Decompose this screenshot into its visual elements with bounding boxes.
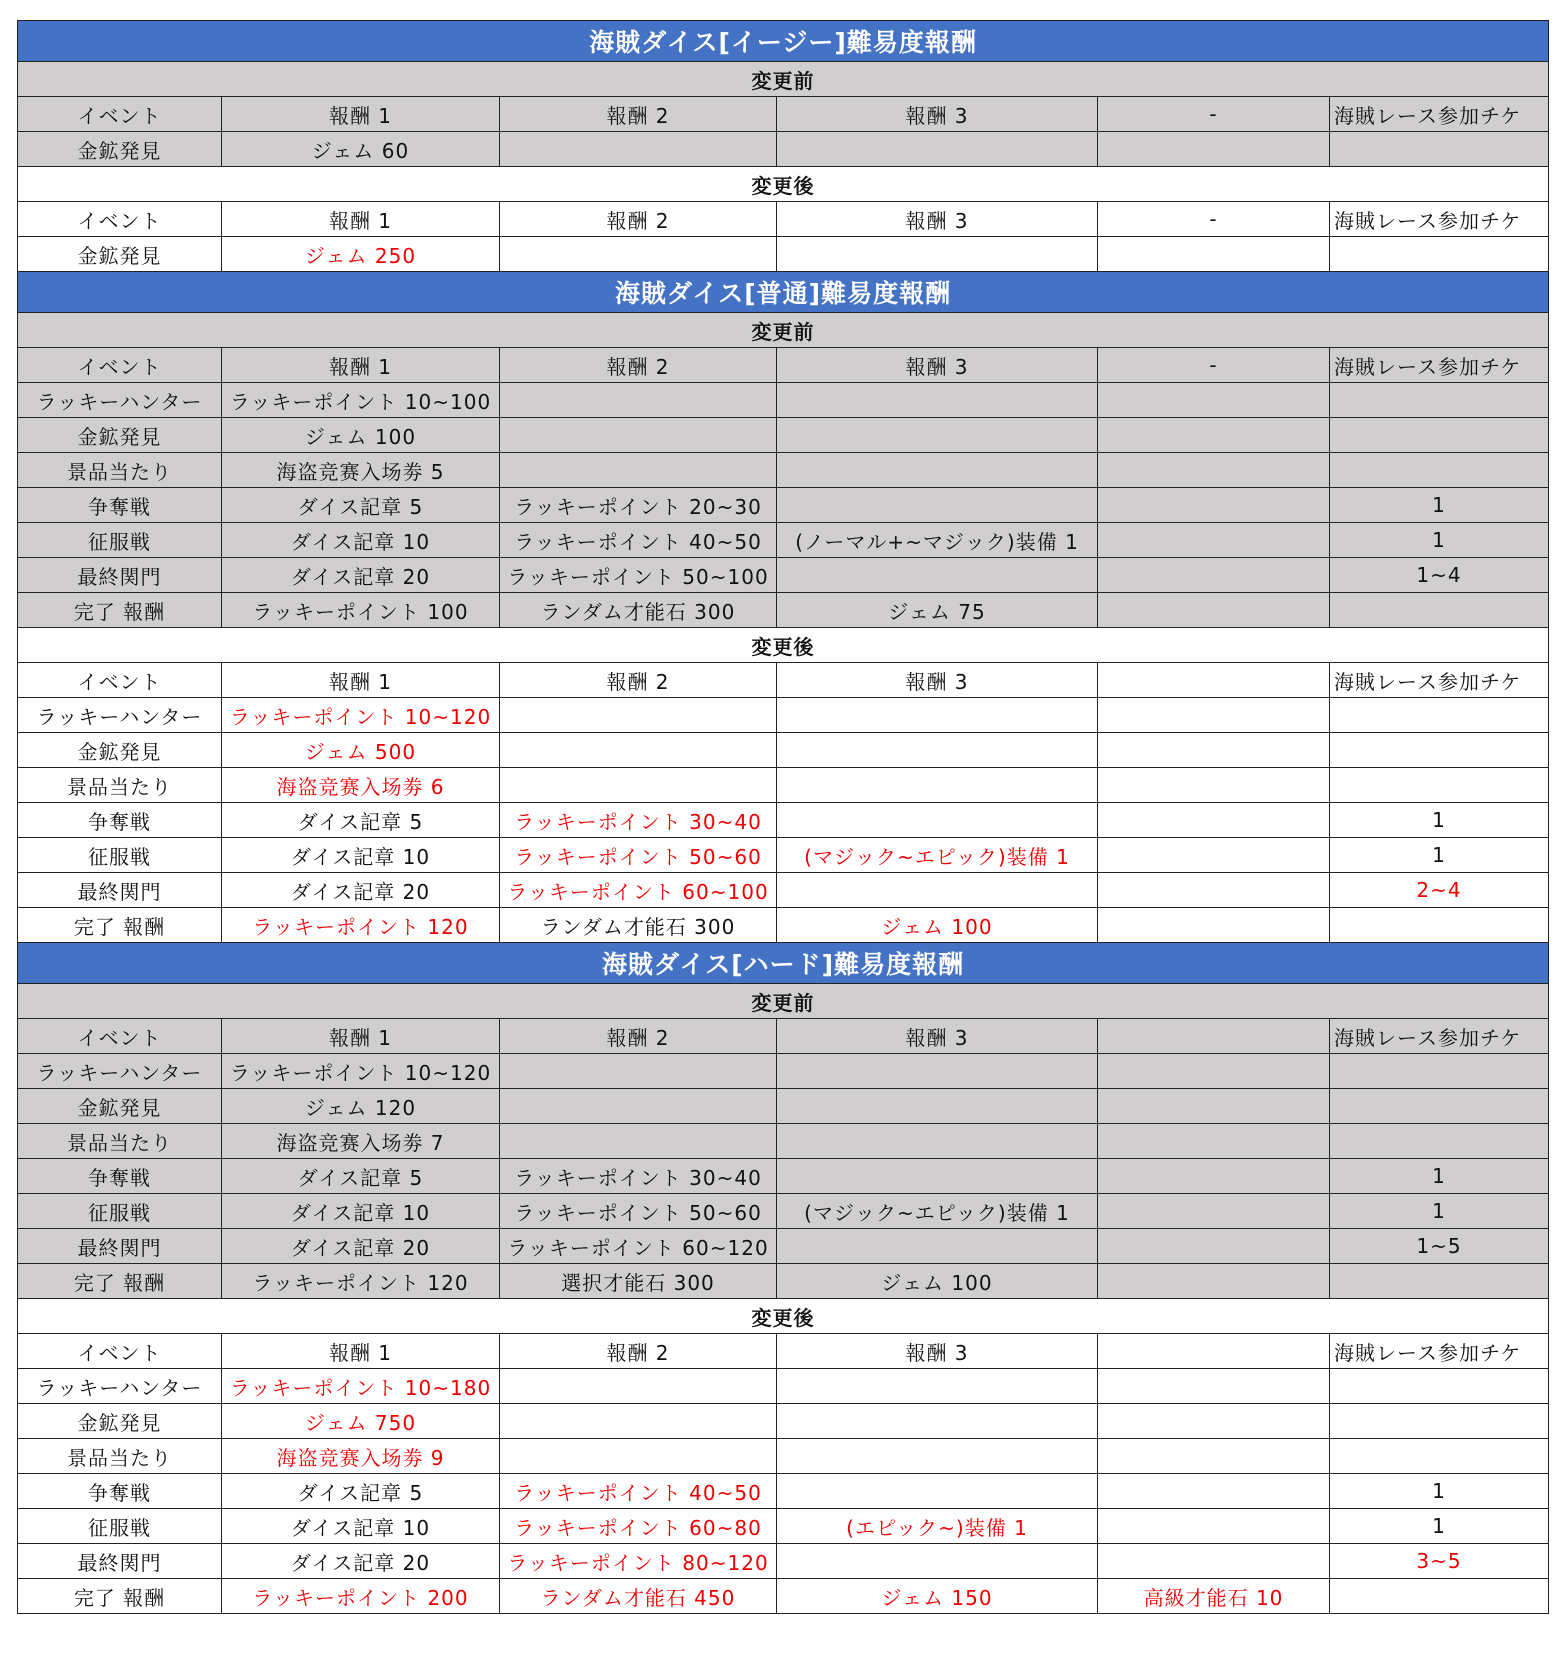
header-reward3: 報酬 3: [777, 202, 1098, 237]
reward1-cell: ダイス記章 20: [222, 1229, 500, 1264]
event-cell: 金鉱発見: [18, 733, 222, 768]
reward3-cell: ジェム 150: [777, 1579, 1098, 1614]
reward3-cell: [777, 1369, 1098, 1404]
ticket-cell: 2~4: [1330, 873, 1549, 908]
reward2-cell: [500, 1439, 777, 1474]
header-dash: [1098, 1019, 1330, 1054]
event-cell: 征服戦: [18, 1194, 222, 1229]
reward2-cell: [500, 1089, 777, 1124]
section-title: 海賊ダイス[ハード]難易度報酬: [18, 943, 1549, 984]
reward4-cell: [1098, 1229, 1330, 1264]
reward1-cell: ラッキーポイント 120: [222, 908, 500, 943]
event-cell: 最終関門: [18, 873, 222, 908]
table-row: [18, 803, 1549, 838]
reward4-cell: [1098, 1124, 1330, 1159]
event-cell: 最終関門: [18, 1544, 222, 1579]
reward2-cell: ラッキーポイント 50~100: [500, 558, 777, 593]
reward2-cell: 選択才能石 300: [500, 1264, 777, 1299]
table-row: [18, 873, 1549, 908]
table-row: [18, 1124, 1549, 1159]
reward1-cell: ジェム 250: [222, 237, 500, 272]
table-row: [18, 523, 1549, 558]
table-row: [18, 838, 1549, 873]
ticket-cell: [1330, 1404, 1549, 1439]
section-title-row: [18, 943, 1549, 984]
header-ticket: 海賊レース参加チケ: [1330, 663, 1549, 698]
ticket-cell: [1330, 733, 1549, 768]
reward2-cell: [500, 237, 777, 272]
reward2-cell: ラッキーポイント 60~80: [500, 1509, 777, 1544]
reward2-cell: [500, 132, 777, 167]
event-cell: 完了 報酬: [18, 1579, 222, 1614]
event-cell: 征服戦: [18, 1509, 222, 1544]
header-event: イベント: [18, 202, 222, 237]
header-ticket: 海賊レース参加チケ: [1330, 97, 1549, 132]
reward-table: [17, 20, 1549, 1614]
reward3-cell: ジェム 100: [777, 908, 1098, 943]
before-label-row: [18, 313, 1549, 348]
reward1-cell: ラッキーポイント 10~120: [222, 1054, 500, 1089]
reward4-cell: [1098, 1054, 1330, 1089]
header-dash: -: [1098, 202, 1330, 237]
reward1-cell: ラッキーポイント 120: [222, 1264, 500, 1299]
reward2-cell: ラッキーポイント 60~120: [500, 1229, 777, 1264]
header-reward2: 報酬 2: [500, 1019, 777, 1054]
table-row: [18, 488, 1549, 523]
reward4-cell: [1098, 1264, 1330, 1299]
reward2-cell: ラッキーポイント 60~100: [500, 873, 777, 908]
event-cell: 完了 報酬: [18, 1264, 222, 1299]
reward3-cell: [777, 698, 1098, 733]
ticket-cell: 1: [1330, 523, 1549, 558]
header-reward3: 報酬 3: [777, 1334, 1098, 1369]
reward4-cell: [1098, 838, 1330, 873]
reward3-cell: [777, 383, 1098, 418]
table-row: [18, 558, 1549, 593]
reward2-cell: [500, 733, 777, 768]
reward4-cell: [1098, 1404, 1330, 1439]
reward3-cell: [777, 768, 1098, 803]
event-cell: 景品当たり: [18, 1439, 222, 1474]
reward1-cell: ダイス記章 10: [222, 1509, 500, 1544]
ticket-cell: 1: [1330, 1159, 1549, 1194]
header-ticket: 海賊レース参加チケ: [1330, 1334, 1549, 1369]
reward2-cell: ラッキーポイント 80~120: [500, 1544, 777, 1579]
reward3-cell: (マジック~エピック)装備 1: [777, 838, 1098, 873]
column-header-row: [18, 1019, 1549, 1054]
reward2-cell: [500, 453, 777, 488]
reward3-cell: [777, 1474, 1098, 1509]
reward3-cell: [777, 1544, 1098, 1579]
header-reward1: 報酬 1: [222, 348, 500, 383]
reward3-cell: [777, 1229, 1098, 1264]
section-title: 海賊ダイス[イージー]難易度報酬: [18, 21, 1549, 62]
reward2-cell: [500, 768, 777, 803]
reward1-cell: ジェム 120: [222, 1089, 500, 1124]
reward2-cell: ラッキーポイント 20~30: [500, 488, 777, 523]
header-reward1: 報酬 1: [222, 97, 500, 132]
before-label: 変更前: [18, 62, 1549, 97]
reward3-cell: [777, 1439, 1098, 1474]
ticket-cell: [1330, 1124, 1549, 1159]
event-cell: ラッキーハンター: [18, 1054, 222, 1089]
table-row: [18, 698, 1549, 733]
table-row: [18, 1194, 1549, 1229]
reward3-cell: [777, 1159, 1098, 1194]
reward4-cell: [1098, 698, 1330, 733]
reward2-cell: ラッキーポイント 50~60: [500, 838, 777, 873]
ticket-cell: [1330, 698, 1549, 733]
after-label: 変更後: [18, 628, 1549, 663]
reward1-cell: 海盗竞赛入场劵 9: [222, 1439, 500, 1474]
header-reward3: 報酬 3: [777, 348, 1098, 383]
reward4-cell: [1098, 803, 1330, 838]
reward1-cell: ラッキーポイント 200: [222, 1579, 500, 1614]
reward2-cell: ランダム才能石 450: [500, 1579, 777, 1614]
reward4-cell: [1098, 593, 1330, 628]
reward3-cell: [777, 1054, 1098, 1089]
ticket-cell: [1330, 1054, 1549, 1089]
before-label: 変更前: [18, 984, 1549, 1019]
column-header-row: [18, 1334, 1549, 1369]
ticket-cell: [1330, 1439, 1549, 1474]
ticket-cell: [1330, 237, 1549, 272]
header-reward1: 報酬 1: [222, 1019, 500, 1054]
header-reward1: 報酬 1: [222, 663, 500, 698]
section-title-row: [18, 21, 1549, 62]
event-cell: 争奪戦: [18, 1474, 222, 1509]
reward4-cell: [1098, 1089, 1330, 1124]
reward1-cell: ダイス記章 10: [222, 1194, 500, 1229]
reward2-cell: [500, 1369, 777, 1404]
event-cell: 争奪戦: [18, 803, 222, 838]
event-cell: 景品当たり: [18, 768, 222, 803]
reward4-cell: [1098, 523, 1330, 558]
event-cell: 征服戦: [18, 523, 222, 558]
reward1-cell: ダイス記章 20: [222, 1544, 500, 1579]
reward3-cell: [777, 1404, 1098, 1439]
reward4-cell: [1098, 768, 1330, 803]
event-cell: 争奪戦: [18, 1159, 222, 1194]
reward3-cell: [777, 1089, 1098, 1124]
reward4-cell: [1098, 1439, 1330, 1474]
event-cell: 最終関門: [18, 1229, 222, 1264]
ticket-cell: 1: [1330, 803, 1549, 838]
header-reward2: 報酬 2: [500, 348, 777, 383]
table-row: [18, 453, 1549, 488]
header-dash: [1098, 663, 1330, 698]
event-cell: 最終関門: [18, 558, 222, 593]
reward2-cell: [500, 1124, 777, 1159]
event-cell: ラッキーハンター: [18, 1369, 222, 1404]
table-row: [18, 1369, 1549, 1404]
reward3-cell: [777, 132, 1098, 167]
reward3-cell: [777, 418, 1098, 453]
table-row: [18, 1439, 1549, 1474]
table-row: [18, 1474, 1549, 1509]
table-row: [18, 908, 1549, 943]
column-header-row: [18, 663, 1549, 698]
header-reward1: 報酬 1: [222, 202, 500, 237]
column-header-row: [18, 348, 1549, 383]
ticket-cell: [1330, 383, 1549, 418]
table-row: [18, 1229, 1549, 1264]
reward3-cell: [777, 558, 1098, 593]
ticket-cell: 1~4: [1330, 558, 1549, 593]
reward2-cell: ラッキーポイント 50~60: [500, 1194, 777, 1229]
reward2-cell: ランダム才能石 300: [500, 908, 777, 943]
reward3-cell: ジェム 75: [777, 593, 1098, 628]
reward2-cell: ラッキーポイント 40~50: [500, 1474, 777, 1509]
ticket-cell: 1: [1330, 1194, 1549, 1229]
reward1-cell: 海盗竞赛入场劵 6: [222, 768, 500, 803]
ticket-cell: [1330, 1264, 1549, 1299]
reward1-cell: ダイス記章 10: [222, 523, 500, 558]
header-reward2: 報酬 2: [500, 97, 777, 132]
reward3-cell: [777, 733, 1098, 768]
table-row: [18, 1509, 1549, 1544]
table-row: [18, 383, 1549, 418]
before-label-row: [18, 984, 1549, 1019]
reward2-cell: [500, 1404, 777, 1439]
table-row: [18, 1544, 1549, 1579]
event-cell: 金鉱発見: [18, 237, 222, 272]
reward3-cell: [777, 237, 1098, 272]
header-ticket: 海賊レース参加チケ: [1330, 202, 1549, 237]
reward2-cell: [500, 698, 777, 733]
reward4-cell: [1098, 132, 1330, 167]
reward1-cell: ジェム 100: [222, 418, 500, 453]
header-reward3: 報酬 3: [777, 97, 1098, 132]
header-dash: [1098, 1334, 1330, 1369]
reward1-cell: ダイス記章 5: [222, 803, 500, 838]
ticket-cell: [1330, 593, 1549, 628]
ticket-cell: 1: [1330, 1474, 1549, 1509]
table-row: [18, 593, 1549, 628]
event-cell: 金鉱発見: [18, 1404, 222, 1439]
reward4-cell: [1098, 383, 1330, 418]
ticket-cell: 3~5: [1330, 1544, 1549, 1579]
after-label-row: [18, 167, 1549, 202]
after-label: 変更後: [18, 1299, 1549, 1334]
ticket-cell: [1330, 453, 1549, 488]
reward3-cell: (マジック~エピック)装備 1: [777, 1194, 1098, 1229]
after-label-row: [18, 1299, 1549, 1334]
reward1-cell: ダイス記章 20: [222, 873, 500, 908]
header-event: イベント: [18, 348, 222, 383]
ticket-cell: [1330, 1579, 1549, 1614]
ticket-cell: [1330, 908, 1549, 943]
header-event: イベント: [18, 1334, 222, 1369]
event-cell: ラッキーハンター: [18, 383, 222, 418]
table-row: [18, 1579, 1549, 1614]
table-row: [18, 733, 1549, 768]
header-reward2: 報酬 2: [500, 202, 777, 237]
reward2-cell: ラッキーポイント 30~40: [500, 1159, 777, 1194]
reward1-cell: ダイス記章 10: [222, 838, 500, 873]
reward4-cell: [1098, 418, 1330, 453]
reward4-cell: [1098, 488, 1330, 523]
ticket-cell: 1: [1330, 838, 1549, 873]
event-cell: 争奪戦: [18, 488, 222, 523]
reward1-cell: ラッキーポイント 10~100: [222, 383, 500, 418]
table-row: [18, 418, 1549, 453]
reward4-cell: [1098, 1544, 1330, 1579]
event-cell: 完了 報酬: [18, 908, 222, 943]
table-row: [18, 132, 1549, 167]
reward4-cell: [1098, 558, 1330, 593]
reward4-cell: [1098, 237, 1330, 272]
reward3-cell: [777, 1124, 1098, 1159]
reward4-cell: [1098, 1369, 1330, 1404]
header-reward2: 報酬 2: [500, 1334, 777, 1369]
column-header-row: [18, 202, 1549, 237]
reward1-cell: 海盗竞赛入场劵 5: [222, 453, 500, 488]
header-reward2: 報酬 2: [500, 663, 777, 698]
table-row: [18, 1264, 1549, 1299]
after-label: 変更後: [18, 167, 1549, 202]
header-reward3: 報酬 3: [777, 663, 1098, 698]
reward1-cell: ラッキーポイント 10~120: [222, 698, 500, 733]
event-cell: 完了 報酬: [18, 593, 222, 628]
header-dash: -: [1098, 97, 1330, 132]
reward1-cell: ジェム 500: [222, 733, 500, 768]
reward3-cell: [777, 453, 1098, 488]
reward3-cell: (エピック~)装備 1: [777, 1509, 1098, 1544]
before-label: 変更前: [18, 313, 1549, 348]
reward3-cell: ジェム 100: [777, 1264, 1098, 1299]
reward4-cell: [1098, 1509, 1330, 1544]
event-cell: 金鉱発見: [18, 132, 222, 167]
header-reward1: 報酬 1: [222, 1334, 500, 1369]
reward2-cell: ランダム才能石 300: [500, 593, 777, 628]
reward1-cell: ダイス記章 5: [222, 488, 500, 523]
table-row: [18, 1054, 1549, 1089]
table-row: [18, 1089, 1549, 1124]
reward1-cell: ダイス記章 5: [222, 1474, 500, 1509]
table-row: [18, 1159, 1549, 1194]
reward2-cell: [500, 418, 777, 453]
event-cell: 征服戦: [18, 838, 222, 873]
reward4-cell: [1098, 453, 1330, 488]
event-cell: 金鉱発見: [18, 418, 222, 453]
reward1-cell: ラッキーポイント 10~180: [222, 1369, 500, 1404]
header-dash: -: [1098, 348, 1330, 383]
reward1-cell: ダイス記章 20: [222, 558, 500, 593]
ticket-cell: 1: [1330, 488, 1549, 523]
event-cell: 金鉱発見: [18, 1089, 222, 1124]
reward3-cell: [777, 488, 1098, 523]
section-title-row: [18, 272, 1549, 313]
event-cell: ラッキーハンター: [18, 698, 222, 733]
ticket-cell: 1: [1330, 1509, 1549, 1544]
reward4-cell: [1098, 1474, 1330, 1509]
reward4-cell: [1098, 908, 1330, 943]
reward2-cell: ラッキーポイント 30~40: [500, 803, 777, 838]
event-cell: 景品当たり: [18, 1124, 222, 1159]
ticket-cell: [1330, 1089, 1549, 1124]
reward4-cell: [1098, 1159, 1330, 1194]
ticket-cell: [1330, 1369, 1549, 1404]
header-ticket: 海賊レース参加チケ: [1330, 348, 1549, 383]
reward4-cell: [1098, 733, 1330, 768]
table-row: [18, 1404, 1549, 1439]
reward1-cell: ラッキーポイント 100: [222, 593, 500, 628]
reward1-cell: 海盗竞赛入场劵 7: [222, 1124, 500, 1159]
reward3-cell: [777, 803, 1098, 838]
header-event: イベント: [18, 97, 222, 132]
header-event: イベント: [18, 663, 222, 698]
reward3-cell: [777, 873, 1098, 908]
reward1-cell: ダイス記章 5: [222, 1159, 500, 1194]
ticket-cell: [1330, 132, 1549, 167]
ticket-cell: 1~5: [1330, 1229, 1549, 1264]
reward2-cell: [500, 383, 777, 418]
table-row: [18, 237, 1549, 272]
reward1-cell: ジェム 750: [222, 1404, 500, 1439]
before-label-row: [18, 62, 1549, 97]
reward4-cell: 高級才能石 10: [1098, 1579, 1330, 1614]
table-row: [18, 768, 1549, 803]
ticket-cell: [1330, 768, 1549, 803]
section-title: 海賊ダイス[普通]難易度報酬: [18, 272, 1549, 313]
reward4-cell: [1098, 1194, 1330, 1229]
header-ticket: 海賊レース参加チケ: [1330, 1019, 1549, 1054]
ticket-cell: [1330, 418, 1549, 453]
header-event: イベント: [18, 1019, 222, 1054]
event-cell: 景品当たり: [18, 453, 222, 488]
reward1-cell: ジェム 60: [222, 132, 500, 167]
reward3-cell: (ノーマル+~マジック)装備 1: [777, 523, 1098, 558]
reward4-cell: [1098, 873, 1330, 908]
after-label-row: [18, 628, 1549, 663]
reward2-cell: [500, 1054, 777, 1089]
header-reward3: 報酬 3: [777, 1019, 1098, 1054]
reward2-cell: ラッキーポイント 40~50: [500, 523, 777, 558]
column-header-row: [18, 97, 1549, 132]
